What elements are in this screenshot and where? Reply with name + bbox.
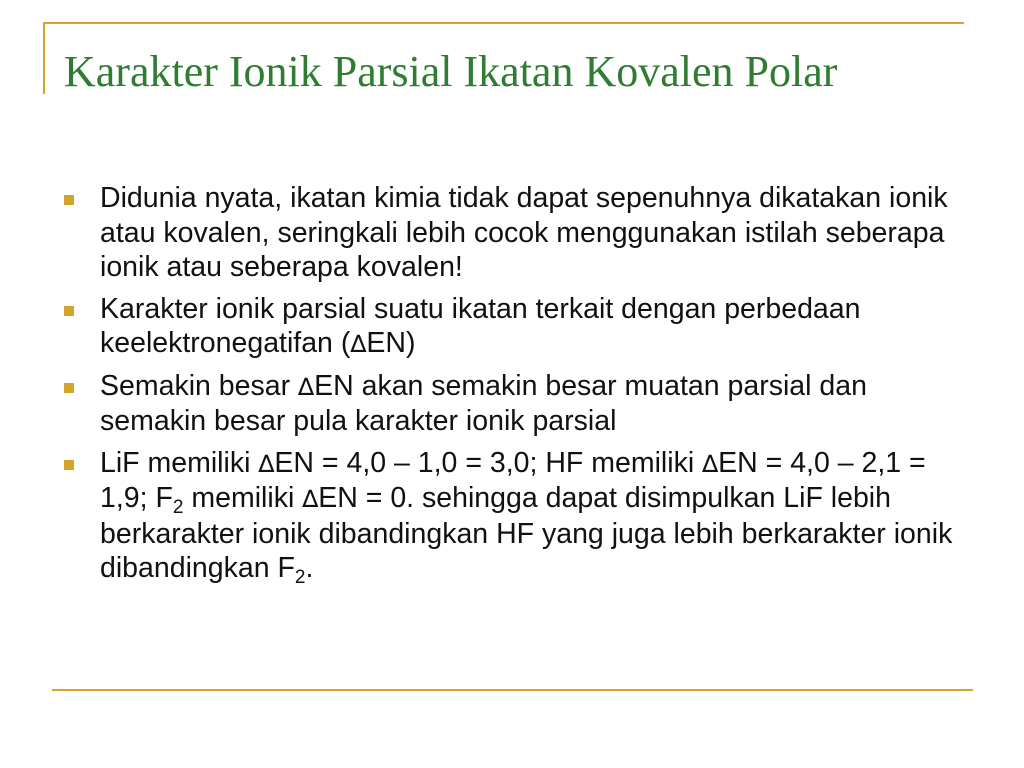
bullet-list — [64, 181, 969, 593]
bullet-item-2 — [64, 292, 969, 362]
bullet-text-2: Karakter ionik parsial suatu ikatan terkait dengan perbedaan keelektronegatifan (∆EN) — [100, 292, 861, 359]
bullet-item-1 — [64, 181, 969, 285]
bullet-text-1: Didunia nyata, ikatan kimia tidak dapat sepenuhnya dikatakan ionik atau kovalen, seringkali lebih cocok menggunakan istilah seberapa ionik atau seberapa kovalen! — [100, 182, 948, 283]
square-bullet-icon — [64, 306, 74, 316]
square-bullet-icon — [64, 460, 74, 470]
frame-left-line — [43, 22, 45, 94]
frame-top-line — [43, 22, 964, 24]
subscript: 2 — [294, 567, 306, 588]
delta-symbol: ∆ — [302, 485, 319, 513]
square-bullet-icon — [64, 195, 74, 205]
slide-title: Karakter Ionik Parsial Ikatan Kovalen Polar — [64, 47, 838, 96]
subscript: 2 — [172, 497, 184, 518]
frame-bottom-line — [52, 689, 973, 691]
delta-symbol: ∆ — [702, 449, 719, 478]
bullet-text-3: Semakin besar ∆EN akan semakin besar muatan parsial dan semakin besar pula karakter ionik parsial — [100, 369, 867, 437]
square-bullet-icon — [64, 383, 74, 393]
delta-symbol: ∆ — [298, 372, 315, 401]
bullet-item-3 — [64, 369, 969, 439]
delta-symbol: ∆ — [350, 330, 367, 358]
delta-symbol: ∆ — [258, 449, 275, 478]
bullet-text-4: LiF memiliki ∆EN = 4,0 – 1,0 = 3,0; HF memiliki ∆EN = 4,0 – 2,1 = 1,9; $F_2$ memiliki ∆EN = 0. sehingga dapat disimpulkan LiF lebih berkarakter ionik dibandingkan HF yang juga lebih berkarakter ionik dibandingkan $F_2$. — [100, 446, 953, 588]
bullet-item-4 — [64, 446, 969, 586]
